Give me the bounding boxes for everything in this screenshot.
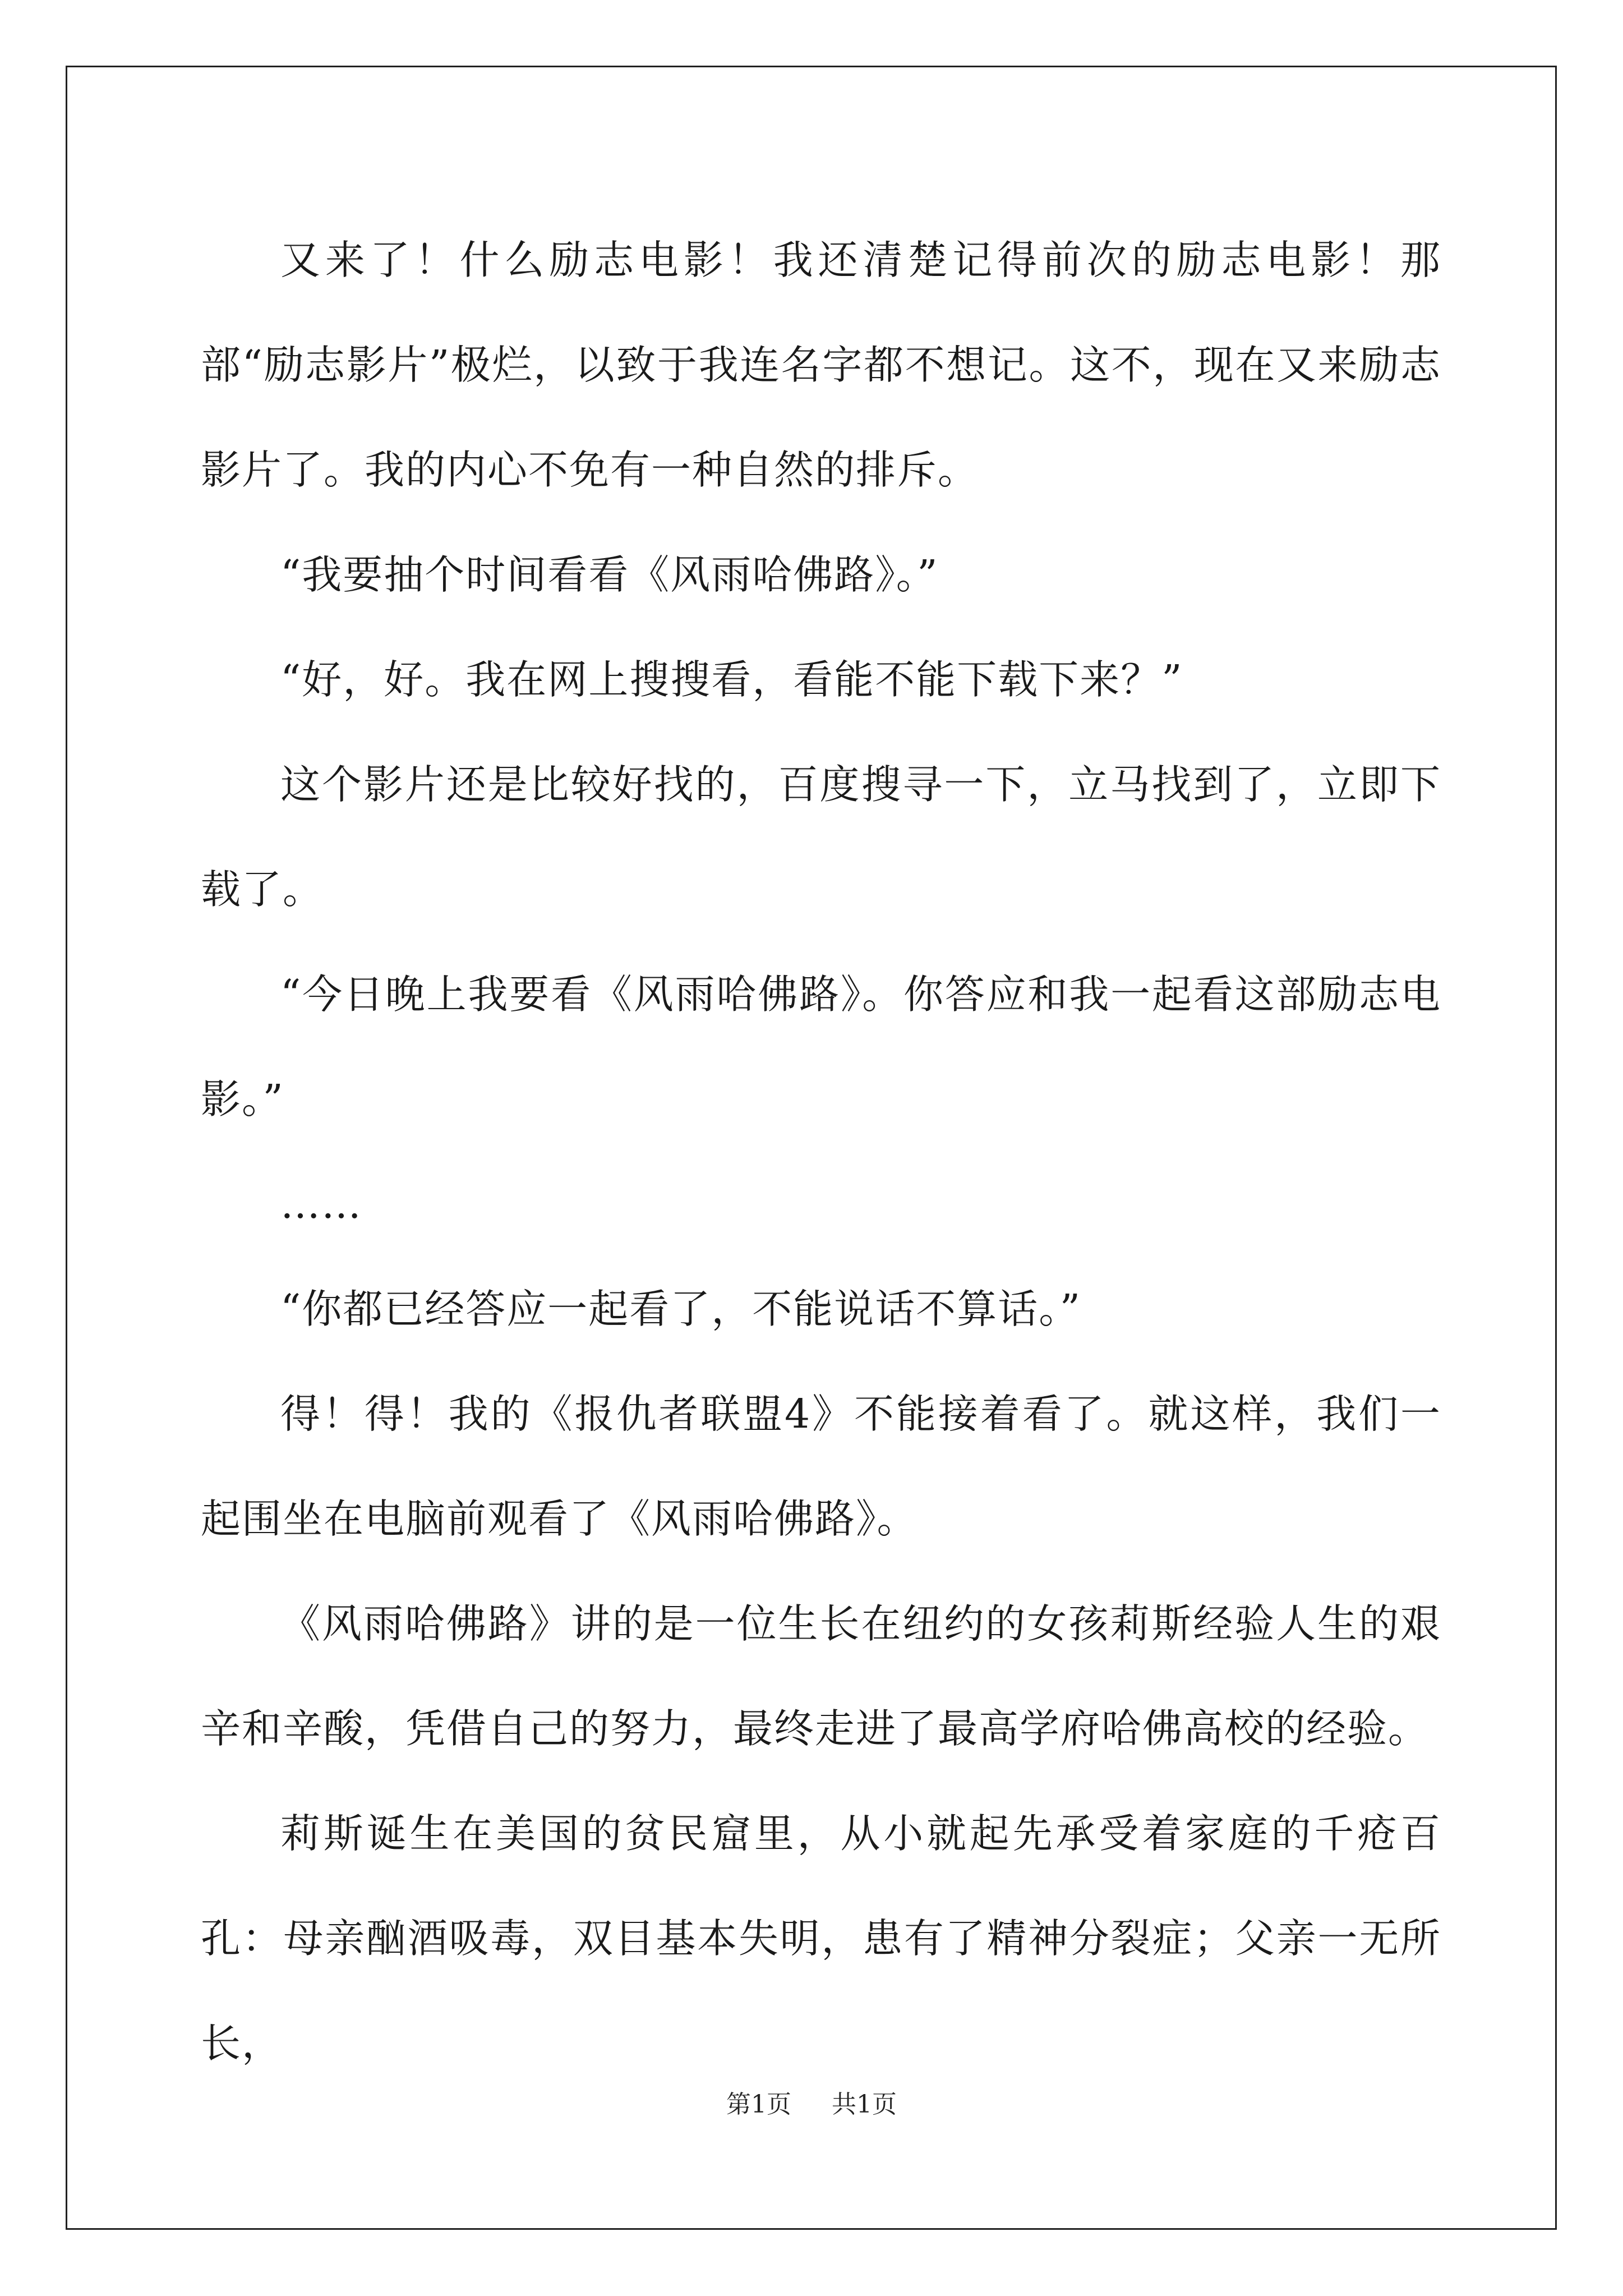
- paragraph: 这个影片还是比较好找的，百度搜寻一下，立马找到了，立即下载了。: [201, 761, 1441, 913]
- paragraph: “你都已经答应一起看了，不能说话不算话。”: [280, 1286, 1082, 1332]
- paragraph: 《风雨哈佛路》讲的是一位生长在纽约的女孩莉斯经验人生的艰辛和辛酸，凭借自己的努力，最终走进了最高学府哈佛高校的经验。: [201, 1600, 1441, 1752]
- document-body: [201, 208, 1441, 2096]
- paragraph: ……: [280, 1181, 362, 1227]
- page-number: 第1页: [726, 2090, 791, 2119]
- paragraph: 莉斯诞生在美国的贫民窟里，从小就起先承受着家庭的千疮百孔：母亲酗酒吸毒，双目基本失明，患有了精神分裂症；父亲一无所长，: [201, 1810, 1441, 2067]
- paragraph: 又来了！什么励志电影！我还清楚记得前次的励志电影！那部“励志影片”极烂，以致于我连名字都不想记。这不，现在又来励志影片了。我的内心不免有一种自然的排斥。: [201, 237, 1441, 493]
- paragraph: “今日晚上我要看《风雨哈佛路》。你答应和我一起看这部励志电影。”: [201, 971, 1441, 1122]
- paragraph: 得！得！我的《报仇者联盟4》不能接着看了。就这样，我们一起围坐在电脑前观看了《风雨哈佛路》。: [201, 1391, 1441, 1542]
- page-footer: [0, 2088, 1623, 2122]
- paragraph: “好，好。我在网上搜搜看，看能不能下载下来？”: [280, 656, 1183, 703]
- paragraph: “我要抽个时间看看《风雨哈佛路》。”: [280, 551, 939, 598]
- page-total: 共1页: [832, 2090, 897, 2119]
